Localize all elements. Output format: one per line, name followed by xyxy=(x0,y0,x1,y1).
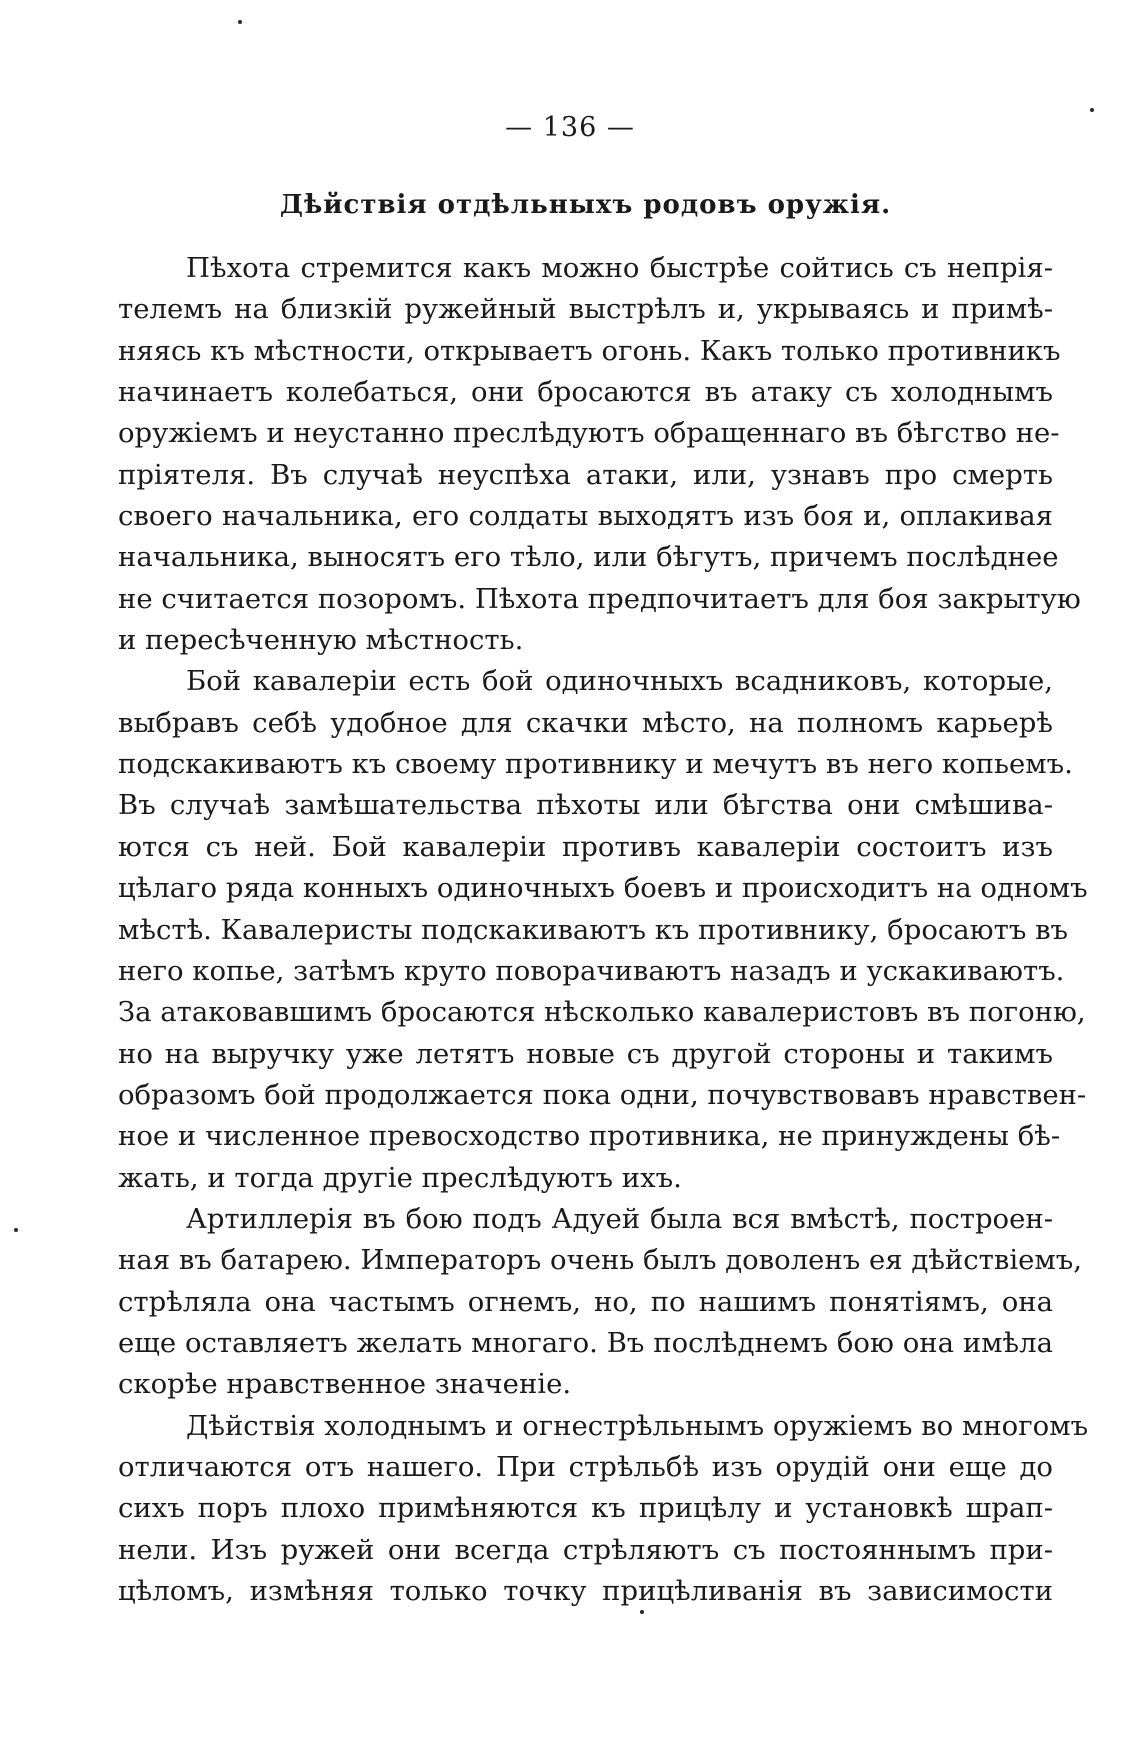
text-line: еще оставляетъ желать многаго. Въ послѣднемъ бою она имѣла xyxy=(118,1326,1053,1359)
text-line: него копье, затѣмъ круто поворачиваютъ назадъ и ускакиваютъ. xyxy=(118,954,1065,987)
text-line: Бой кавалеріи есть бой одиночныхъ всадниковъ, которые, xyxy=(186,665,1053,698)
text-line: жать, и тогда другіе преслѣдуютъ ихъ. xyxy=(118,1161,682,1194)
text-line: цѣломъ, измѣняя только точку прицѣливанія въ зависимости xyxy=(118,1575,1053,1607)
body-text xyxy=(118,248,1089,1612)
text-line: цѣлаго ряда конныхъ одиночныхъ боевъ и происходитъ на одномъ xyxy=(118,872,1088,905)
text-line: скорѣе нравственное значеніе. xyxy=(118,1368,572,1401)
text-line: стрѣляла она частымъ огнемъ, но, по нашимъ понятіямъ, она xyxy=(118,1285,1053,1318)
paragraph-infantry xyxy=(118,248,1081,661)
text-line: и пересѣченную мѣстность. xyxy=(118,624,524,657)
text-line: Артиллерія въ бою подъ Адуей была вся вмѣстѣ, построен- xyxy=(186,1202,1053,1235)
scan-speck xyxy=(238,20,242,24)
text-line: ются съ ней. Бой кавалеріи противъ кавалеріи состоитъ изъ xyxy=(118,830,1053,863)
text-line: начальника, выносятъ его тѣло, или бѣгутъ, причемъ послѣднее xyxy=(118,541,1059,574)
text-line: телемъ на близкій ружейный выстрѣлъ и, укрываясь и примѣ- xyxy=(118,293,1053,326)
text-line: Въ случаѣ замѣшательства пѣхоты или бѣгства они смѣшива- xyxy=(118,789,1053,822)
section-heading: Дѣйствія отдѣльныхъ родовъ оружія. xyxy=(279,190,892,220)
text-line: оружіемъ и неустанно преслѣдуютъ обращеннаго въ бѣгство не- xyxy=(118,417,1060,450)
text-line: подскакиваютъ къ своему противнику и мечутъ въ него копьемъ. xyxy=(118,748,1073,781)
text-line: своего начальника, его солдаты выходятъ изъ боя и, оплакивая xyxy=(118,500,1053,533)
text-line: начинаетъ колебаться, они бросаются въ атаку съ холоднымъ xyxy=(118,376,1053,409)
text-line: За атаковавшимъ бросаются нѣсколько кавалеристовъ въ погоню, xyxy=(118,996,1086,1029)
text-line: Пѣхота стремится какъ можно быстрѣе сойтись съ непрія- xyxy=(186,252,1053,284)
paragraph-artillery xyxy=(118,1199,1083,1406)
page-number: — 136 — xyxy=(505,112,635,143)
text-line: Дѣйствія холоднымъ и огнестрѣльнымъ оружіемъ во многомъ xyxy=(186,1409,1089,1442)
text-line: мѣстѣ. Кавалеристы подскакиваютъ къ противнику, бросаютъ въ xyxy=(118,913,1069,946)
text-line: пріятеля. Въ случаѣ неуспѣха атаки, или, узнавъ про смерть xyxy=(118,458,1053,491)
text-line: не считается позоромъ. Пѣхота предпочитаетъ для боя закрытую xyxy=(118,582,1081,615)
text-line: нели. Изъ ружей они всегда стрѣляютъ съ постояннымъ при- xyxy=(118,1533,1053,1566)
text-line: отличаются отъ нашего. При стрѣльбѣ изъ орудій они еще до xyxy=(118,1450,1053,1483)
text-line: няясь къ мѣстности, открываетъ огонь. Какъ только противникъ xyxy=(118,334,1061,367)
text-line: выбравъ себѣ удобное для скачки мѣсто, на полномъ карьерѣ xyxy=(118,706,1053,739)
paragraph-weapons xyxy=(118,1406,1089,1613)
text-line: ное и численное превосходство противника, не принуждены бѣ- xyxy=(118,1120,1061,1153)
text-line: но на выручку уже летятъ новые съ другой стороны и такимъ xyxy=(118,1037,1053,1070)
text-line: сихъ поръ плохо примѣняются къ прицѣлу и установкѣ шрап- xyxy=(118,1492,1053,1525)
text-line: образомъ бой продолжается пока одни, почувствовавъ нравствен- xyxy=(118,1078,1087,1111)
paragraph-cavalry xyxy=(118,661,1088,1198)
scan-speck xyxy=(14,1228,18,1232)
text-line: ная въ батарею. Императоръ очень былъ доволенъ ея дѣйствіемъ, xyxy=(118,1244,1083,1277)
